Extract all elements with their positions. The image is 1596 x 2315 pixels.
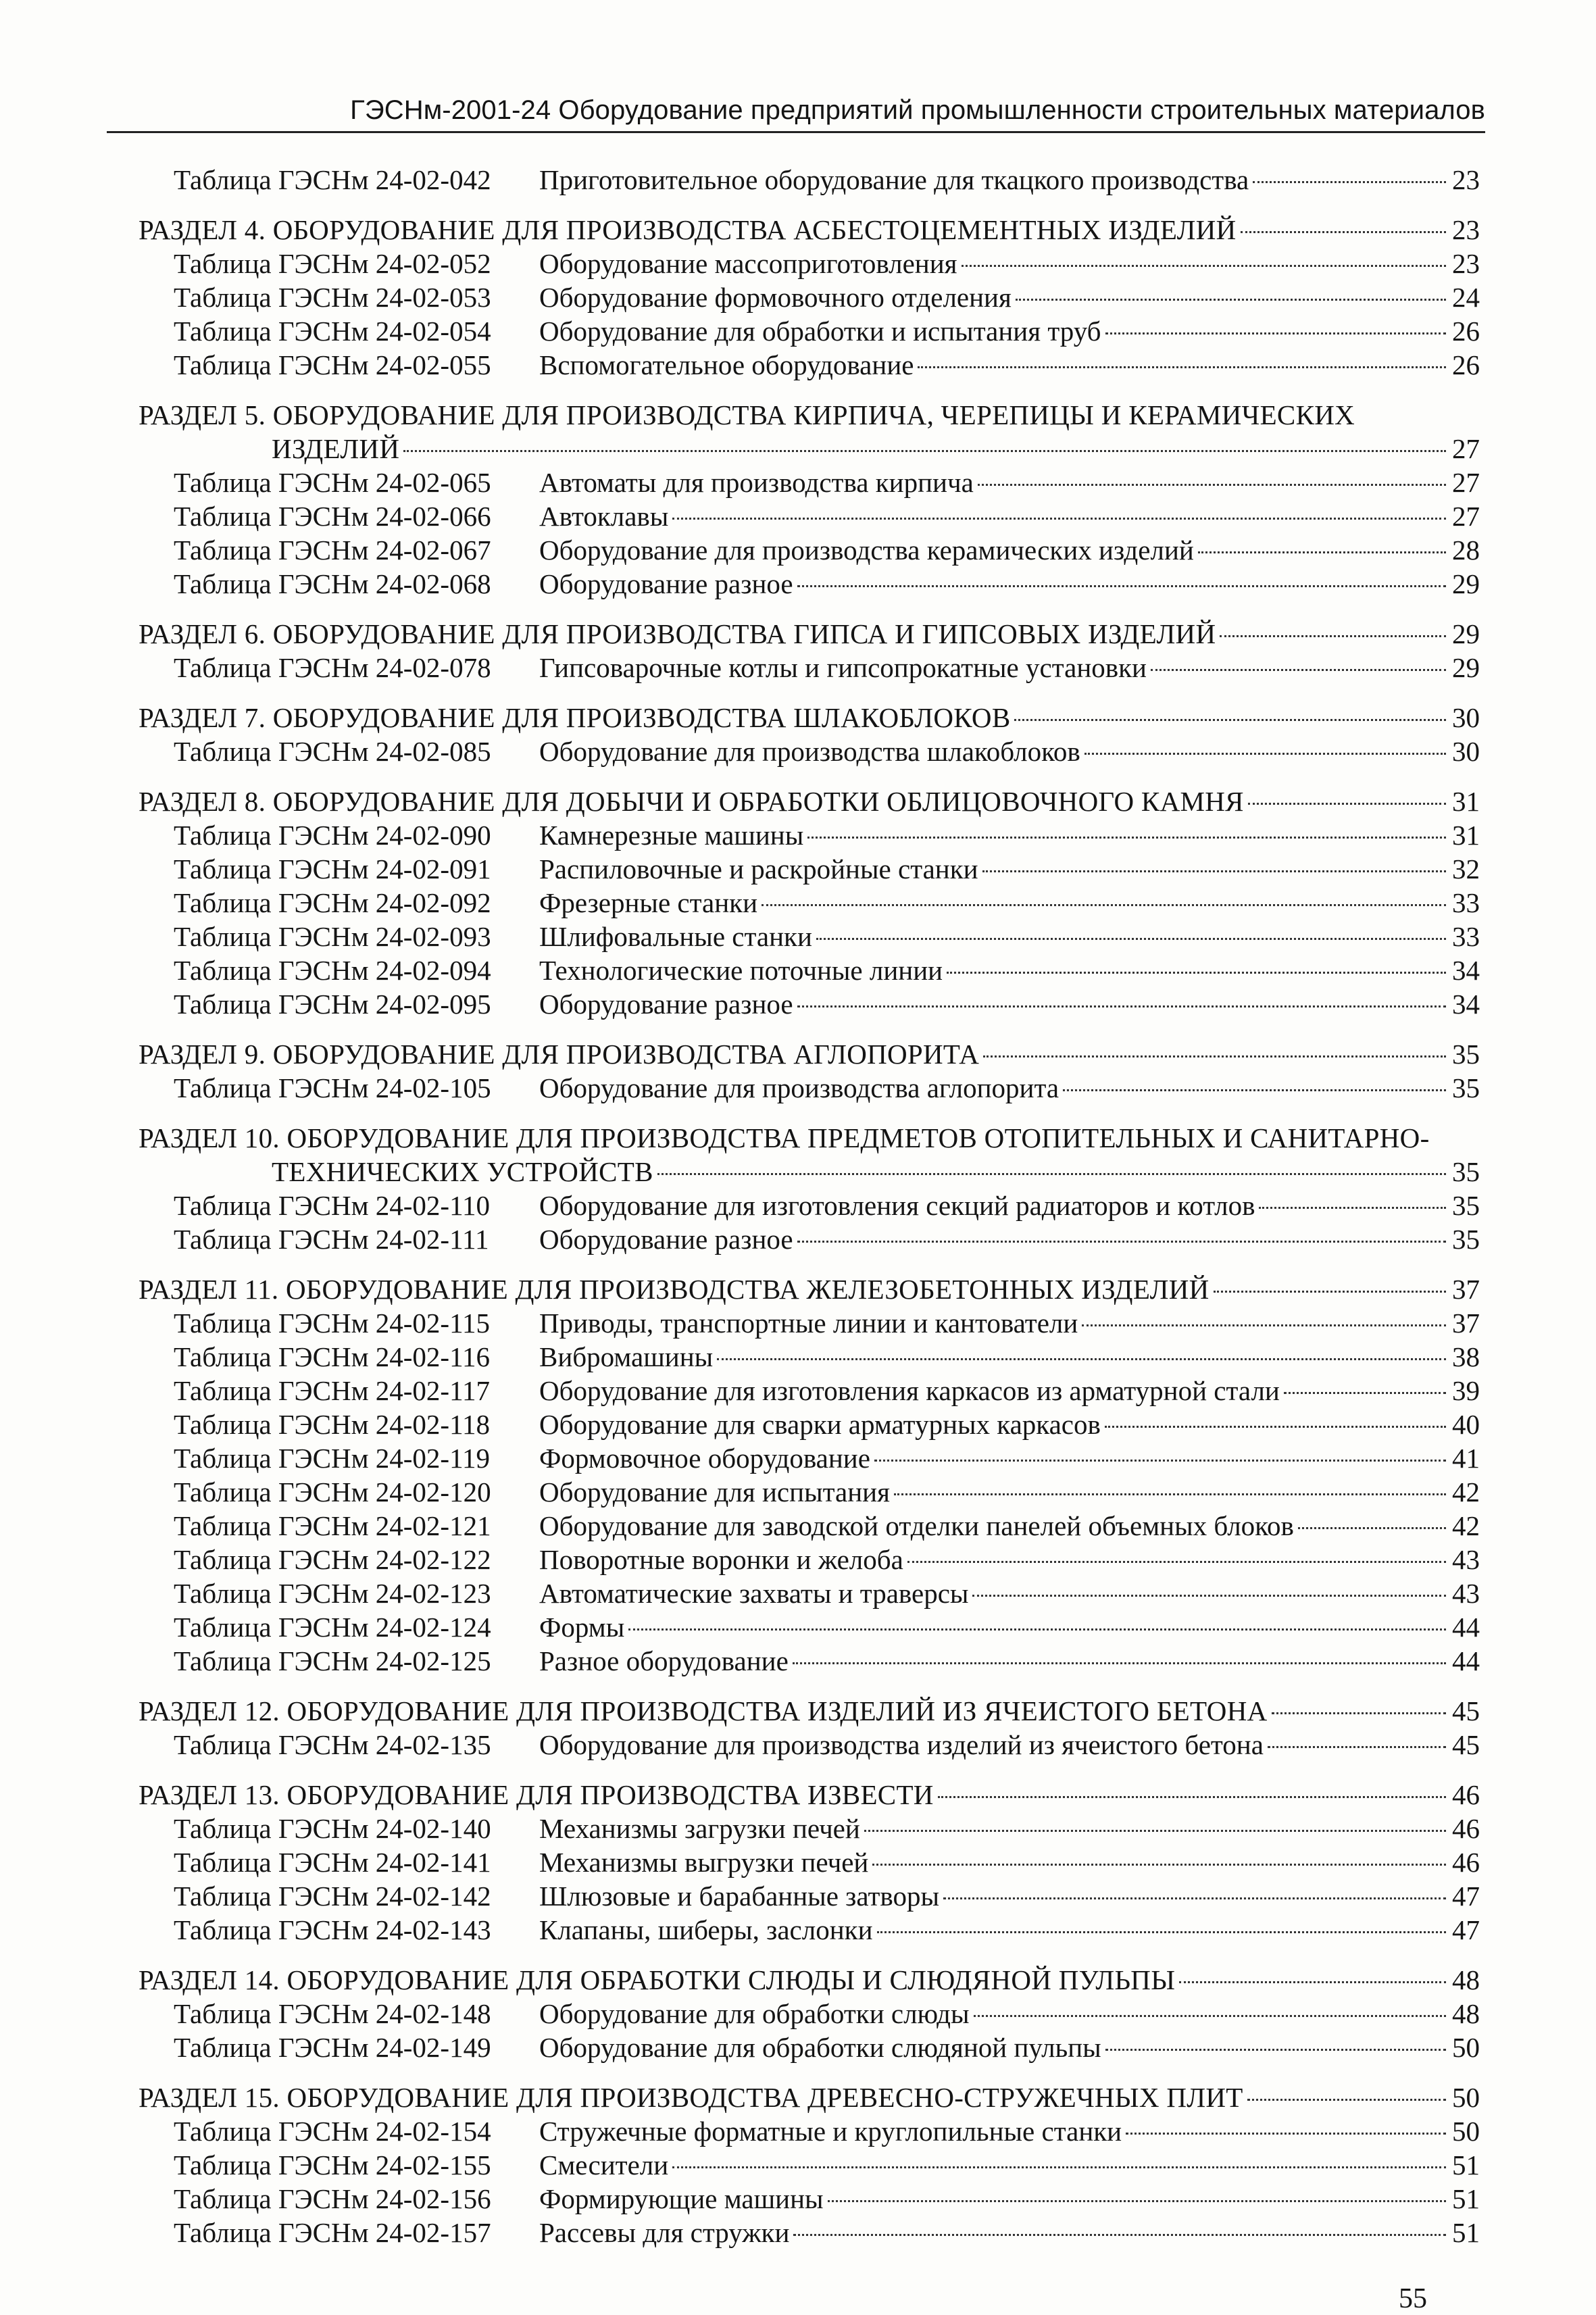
dot-leader	[797, 585, 1446, 587]
table-page-number: 29	[1452, 568, 1480, 599]
toc-table-entry[interactable]	[139, 349, 1480, 382]
toc-table-entry[interactable]	[139, 466, 1480, 500]
table-title: Оборудование для сварки арматурных каркасов	[539, 1409, 1101, 1440]
table-page-number: 50	[1452, 2032, 1480, 2063]
table-page-number: 51	[1452, 2149, 1480, 2181]
toc-section-block	[139, 1038, 1480, 1105]
table-code: Таблица ГЭСНм 24-02-078	[174, 652, 491, 683]
dot-leader	[978, 484, 1446, 486]
toc-table-entry[interactable]	[139, 1072, 1480, 1105]
section-title: РАЗДЕЛ 9. ОБОРУДОВАНИЕ ДЛЯ ПРОИЗВОДСТВА АГЛОПОРИТА	[139, 1039, 980, 1070]
table-page-number: 40	[1452, 1409, 1480, 1440]
section-heading-line[interactable]	[139, 214, 1480, 247]
table-code: Таблица ГЭСНм 24-02-122	[174, 1544, 491, 1575]
table-code: Таблица ГЭСНм 24-02-154	[174, 2116, 491, 2147]
section-title: РАЗДЕЛ 7. ОБОРУДОВАНИЕ ДЛЯ ПРОИЗВОДСТВА ШЛАКОБЛОКОВ	[139, 702, 1011, 733]
table-page-number: 35	[1452, 1224, 1480, 1255]
table-code: Таблица ГЭСНм 24-02-085	[174, 736, 491, 767]
table-title: Оборудование для изготовления каркасов из арматурной стали	[539, 1375, 1280, 1406]
table-code: Таблица ГЭСНм 24-02-156	[174, 2183, 491, 2214]
section-page-number: 45	[1452, 1695, 1480, 1726]
table-title: Формы	[539, 1612, 625, 1643]
toc-table-entry[interactable]	[139, 1645, 1480, 1678]
section-title: РАЗДЕЛ 15. ОБОРУДОВАНИЕ ДЛЯ ПРОИЗВОДСТВА ДРЕВЕСНО-СТРУЖЕЧНЫХ ПЛИТ	[139, 2082, 1243, 2113]
table-page-number: 38	[1452, 1341, 1480, 1372]
section-page-number: 35	[1452, 1039, 1480, 1070]
table-page-number: 27	[1452, 467, 1480, 498]
table-of-contents	[139, 164, 1480, 2266]
header-title: ГЭСНм-2001-24 Оборудование предприятий промышленности строительных материалов	[350, 95, 1485, 125]
section-page-number: 27	[1452, 433, 1480, 464]
table-title: Шлюзовые и барабанные затворы	[539, 1881, 940, 1912]
section-heading-line[interactable]	[139, 618, 1480, 651]
dot-leader	[1105, 332, 1446, 334]
dot-leader	[403, 450, 1446, 452]
toc-table-entry[interactable]	[139, 1914, 1480, 1947]
table-code: Таблица ГЭСНм 24-02-105	[174, 1072, 491, 1103]
table-code: Таблица ГЭСНм 24-02-119	[174, 1443, 491, 1474]
table-page-number: 34	[1452, 955, 1480, 986]
toc-table-entry[interactable]	[139, 954, 1480, 988]
dot-leader	[793, 2234, 1446, 2236]
table-code: Таблица ГЭСНм 24-02-092	[174, 887, 491, 918]
table-code: Таблица ГЭСНм 24-02-157	[174, 2217, 491, 2248]
table-page-number: 43	[1452, 1544, 1480, 1575]
toc-table-entry[interactable]	[139, 1880, 1480, 1914]
table-page-number: 41	[1452, 1443, 1480, 1474]
table-page-number: 51	[1452, 2183, 1480, 2214]
section-title: РАЗДЕЛ 8. ОБОРУДОВАНИЕ ДЛЯ ДОБЫЧИ И ОБРАБОТКИ ОБЛИЦОВОЧНОГО КАМНЯ	[139, 786, 1244, 817]
section-heading-line[interactable]	[139, 1695, 1480, 1728]
section-page-number: 23	[1452, 214, 1480, 245]
table-page-number: 29	[1452, 652, 1480, 683]
table-code: Таблица ГЭСНм 24-02-117	[174, 1375, 491, 1406]
table-page-number: 51	[1452, 2217, 1480, 2248]
toc-section-block	[139, 214, 1480, 382]
dot-leader	[894, 1493, 1446, 1495]
section-title: РАЗДЕЛ 6. ОБОРУДОВАНИЕ ДЛЯ ПРОИЗВОДСТВА ГИПСА И ГИПСОВЫХ ИЗДЕЛИЙ	[139, 618, 1216, 649]
dot-leader	[1298, 1527, 1446, 1529]
section-heading-line[interactable]	[139, 399, 1480, 432]
table-page-number: 46	[1452, 1847, 1480, 1878]
section-heading-line[interactable]	[139, 785, 1480, 819]
table-title: Оборудование разное	[539, 1224, 793, 1255]
table-page-number: 23	[1452, 248, 1480, 279]
table-page-number: 34	[1452, 989, 1480, 1020]
table-code: Таблица ГЭСНм 24-02-141	[174, 1847, 491, 1878]
table-title: Вспомогательное оборудование	[539, 349, 914, 380]
table-title: Оборудование для производства аглопорита	[539, 1072, 1059, 1103]
table-page-number: 27	[1452, 501, 1480, 532]
table-code: Таблица ГЭСНм 24-02-125	[174, 1645, 491, 1676]
section-page-number: 50	[1452, 2082, 1480, 2113]
table-code: Таблица ГЭСНм 24-02-091	[174, 853, 491, 885]
toc-table-entry[interactable]	[139, 2115, 1480, 2149]
table-page-number: 42	[1452, 1510, 1480, 1541]
dot-leader	[1214, 1291, 1446, 1293]
table-title: Шлифовальные станки	[539, 921, 812, 952]
table-code: Таблица ГЭСНм 24-02-149	[174, 2032, 491, 2063]
table-title: Фрезерные станки	[539, 887, 758, 918]
dot-leader	[628, 1628, 1446, 1631]
table-code: Таблица ГЭСНм 24-02-090	[174, 820, 491, 851]
toc-table-entry[interactable]	[139, 1189, 1480, 1223]
table-title: Оборудование для заводской отделки панелей объемных блоков	[539, 1510, 1294, 1541]
section-title: РАЗДЕЛ 11. ОБОРУДОВАНИЕ ДЛЯ ПРОИЗВОДСТВА ЖЕЛЕЗОБЕТОННЫХ ИЗДЕЛИЙ	[139, 1274, 1210, 1305]
table-code: Таблица ГЭСНм 24-02-148	[174, 1998, 491, 2029]
toc-table-entry[interactable]	[139, 988, 1480, 1022]
table-code: Таблица ГЭСНм 24-02-065	[174, 467, 491, 498]
table-page-number: 46	[1452, 1813, 1480, 1844]
table-page-number: 28	[1452, 534, 1480, 566]
table-title: Формирующие машины	[539, 2183, 824, 2214]
section-heading-line[interactable]	[139, 701, 1480, 735]
dot-leader	[872, 1864, 1446, 1866]
toc-table-entry[interactable]	[139, 1997, 1480, 2031]
table-page-number: 44	[1452, 1612, 1480, 1643]
toc-table-entry[interactable]	[139, 853, 1480, 887]
toc-table-entry[interactable]	[139, 1510, 1480, 1543]
table-page-number: 44	[1452, 1645, 1480, 1676]
dot-leader	[797, 1241, 1446, 1243]
table-title: Оборудование для обработки слюдяной пульпы	[539, 2032, 1101, 2063]
dot-leader	[907, 1561, 1446, 1563]
table-title: Оборудование для производства шлакоблоков	[539, 736, 1080, 767]
dot-leader	[874, 1460, 1446, 1462]
dot-leader	[918, 366, 1446, 368]
table-title: Смесители	[539, 2149, 669, 2181]
table-code: Таблица ГЭСНм 24-02-140	[174, 1813, 491, 1844]
dot-leader	[807, 837, 1446, 839]
table-title: Приготовительное оборудование для ткацкого производства	[539, 164, 1249, 195]
table-title: Механизмы загрузки печей	[539, 1813, 860, 1844]
toc-table-entry[interactable]	[139, 819, 1480, 853]
toc-table-entry[interactable]	[139, 1728, 1480, 1762]
toc-table-entry[interactable]	[139, 1812, 1480, 1846]
section-page-number: 48	[1452, 1964, 1480, 1995]
toc-table-entry[interactable]	[139, 1341, 1480, 1374]
dot-leader	[1082, 1324, 1446, 1326]
toc-table-entry[interactable]	[139, 1476, 1480, 1510]
toc-section-block	[139, 1778, 1480, 1947]
table-code: Таблица ГЭСНм 24-02-052	[174, 248, 491, 279]
dot-leader	[982, 870, 1446, 872]
toc-table-entry[interactable]	[139, 651, 1480, 685]
section-heading-line[interactable]	[139, 1964, 1480, 1997]
running-header	[107, 86, 1485, 133]
dot-leader	[762, 904, 1446, 906]
dot-leader	[793, 1662, 1446, 1664]
dot-leader	[1259, 1207, 1446, 1209]
dot-leader	[1151, 669, 1446, 671]
table-code: Таблица ГЭСНм 24-02-123	[174, 1578, 491, 1609]
table-code: Таблица ГЭСНм 24-02-143	[174, 1914, 491, 1945]
dot-leader	[1084, 753, 1446, 755]
table-code: Таблица ГЭСНм 24-02-095	[174, 989, 491, 1020]
toc-section-block	[139, 164, 1480, 197]
toc-table-entry[interactable]	[139, 1846, 1480, 1880]
table-title: Поворотные воронки и желоба	[539, 1544, 903, 1575]
section-heading-line[interactable]	[139, 1122, 1480, 1155]
table-title: Оборудование для производства керамических изделий	[539, 534, 1194, 566]
dot-leader	[1241, 231, 1446, 233]
toc-table-entry[interactable]	[139, 500, 1480, 534]
table-code: Таблица ГЭСНм 24-02-094	[174, 955, 491, 986]
dot-leader	[938, 1796, 1446, 1798]
table-title: Рассевы для стружки	[539, 2217, 790, 2248]
table-title: Механизмы выгрузки печей	[539, 1847, 869, 1878]
toc-table-entry[interactable]	[139, 164, 1480, 197]
table-title: Оборудование для изготовления секций радиаторов и котлов	[539, 1190, 1255, 1221]
table-code: Таблица ГЭСНм 24-02-120	[174, 1476, 491, 1508]
table-code: Таблица ГЭСНм 24-02-055	[174, 349, 491, 380]
toc-table-entry[interactable]	[139, 1577, 1480, 1611]
toc-table-entry[interactable]	[139, 735, 1480, 769]
table-code: Таблица ГЭСНм 24-02-067	[174, 534, 491, 566]
toc-table-entry[interactable]	[139, 2031, 1480, 2065]
dot-leader	[1253, 181, 1446, 183]
table-code: Таблица ГЭСНм 24-02-093	[174, 921, 491, 952]
section-title: РАЗДЕЛ 12. ОБОРУДОВАНИЕ ДЛЯ ПРОИЗВОДСТВА ИЗДЕЛИЙ ИЗ ЯЧЕИСТОГО БЕТОНА	[139, 1695, 1268, 1726]
table-code: Таблица ГЭСНм 24-02-115	[174, 1308, 491, 1339]
table-title: Вибромашины	[539, 1341, 714, 1372]
toc-table-entry[interactable]	[139, 1442, 1480, 1476]
toc-table-entry[interactable]	[139, 887, 1480, 920]
dot-leader	[657, 1173, 1446, 1175]
dot-leader	[877, 1931, 1446, 1933]
table-page-number: 39	[1452, 1375, 1480, 1406]
toc-table-entry[interactable]	[139, 2149, 1480, 2183]
table-page-number: 26	[1452, 316, 1480, 347]
table-page-number: 45	[1452, 1729, 1480, 1760]
section-heading-line[interactable]	[139, 2081, 1480, 2115]
dot-leader	[816, 938, 1446, 940]
section-page-number: 30	[1452, 702, 1480, 733]
section-title: РАЗДЕЛ 4. ОБОРУДОВАНИЕ ДЛЯ ПРОИЗВОДСТВА АСБЕСТОЦЕМЕНТНЫХ ИЗДЕЛИЙ	[139, 214, 1237, 245]
dot-leader	[1126, 2133, 1446, 2135]
section-title: РАЗДЕЛ 5. ОБОРУДОВАНИЕ ДЛЯ ПРОИЗВОДСТВА КИРПИЧА, ЧЕРЕПИЦЫ И КЕРАМИЧЕСКИХ	[139, 399, 1355, 430]
dot-leader	[1105, 2049, 1446, 2051]
toc-table-entry[interactable]	[139, 1374, 1480, 1408]
dot-leader	[1220, 635, 1446, 637]
table-title: Оборудование для обработки и испытания труб	[539, 316, 1101, 347]
toc-section-block	[139, 2081, 1480, 2250]
dot-leader	[797, 1005, 1446, 1007]
section-title: ИЗДЕЛИЙ	[272, 433, 400, 464]
table-code: Таблица ГЭСНм 24-02-068	[174, 568, 491, 599]
section-heading-line[interactable]	[139, 1155, 1480, 1189]
section-heading-line[interactable]	[139, 1038, 1480, 1072]
toc-section-block	[139, 701, 1480, 769]
table-title: Технологические поточные линии	[539, 955, 943, 986]
toc-table-entry[interactable]	[139, 1408, 1480, 1442]
table-page-number: 33	[1452, 921, 1480, 952]
section-heading-line[interactable]	[139, 432, 1480, 466]
dot-leader	[947, 972, 1446, 974]
dot-leader	[1198, 551, 1446, 553]
toc-section-block	[139, 1695, 1480, 1762]
dot-leader	[864, 1830, 1446, 1832]
toc-section-block	[139, 1273, 1480, 1678]
section-page-number: 46	[1452, 1779, 1480, 1810]
table-code: Таблица ГЭСНм 24-02-053	[174, 282, 491, 313]
dot-leader	[1016, 299, 1446, 301]
toc-table-entry[interactable]	[139, 247, 1480, 281]
section-page-number: 35	[1452, 1156, 1480, 1187]
toc-section-block	[139, 1964, 1480, 2065]
table-title: Клапаны, шиберы, заслонки	[539, 1914, 873, 1945]
table-page-number: 43	[1452, 1578, 1480, 1609]
table-title: Оборудование для обработки слюды	[539, 1998, 970, 2029]
dot-leader	[1272, 1712, 1446, 1714]
table-page-number: 33	[1452, 887, 1480, 918]
table-title: Оборудование разное	[539, 568, 793, 599]
section-heading-line[interactable]	[139, 1273, 1480, 1307]
dot-leader	[1247, 2099, 1446, 2101]
table-code: Таблица ГЭСНм 24-02-121	[174, 1510, 491, 1541]
table-title: Оборудование для испытания	[539, 1476, 890, 1508]
section-page-number: 31	[1452, 786, 1480, 817]
toc-table-entry[interactable]	[139, 1307, 1480, 1341]
table-code: Таблица ГЭСНм 24-02-118	[174, 1409, 491, 1440]
toc-table-entry[interactable]	[139, 534, 1480, 568]
table-page-number: 35	[1452, 1072, 1480, 1103]
table-title: Стружечные форматные и круглопильные станки	[539, 2116, 1122, 2147]
table-title: Приводы, транспортные линии и кантователи	[539, 1308, 1078, 1339]
section-title: РАЗДЕЛ 13. ОБОРУДОВАНИЕ ДЛЯ ПРОИЗВОДСТВА ИЗВЕСТИ	[139, 1779, 934, 1810]
toc-table-entry[interactable]	[139, 281, 1480, 315]
table-title: Автоматические захваты и траверсы	[539, 1578, 969, 1609]
dot-leader	[962, 265, 1446, 267]
dot-leader	[1179, 1981, 1446, 1983]
table-page-number: 47	[1452, 1881, 1480, 1912]
dot-leader	[972, 1595, 1446, 1597]
table-page-number: 48	[1452, 1998, 1480, 2029]
toc-table-entry[interactable]	[139, 315, 1480, 349]
toc-table-entry[interactable]	[139, 920, 1480, 954]
toc-table-entry[interactable]	[139, 2216, 1480, 2250]
table-page-number: 30	[1452, 736, 1480, 767]
dot-leader	[1268, 1746, 1446, 1748]
toc-section-block	[139, 399, 1480, 601]
dot-leader	[1063, 1089, 1446, 1091]
table-title: Автоматы для производства кирпича	[539, 467, 974, 498]
table-code: Таблица ГЭСНм 24-02-135	[174, 1729, 491, 1760]
toc-section-block	[139, 618, 1480, 685]
toc-section-block	[139, 785, 1480, 1022]
table-page-number: 26	[1452, 349, 1480, 380]
toc-table-entry[interactable]	[139, 568, 1480, 601]
toc-table-entry[interactable]	[139, 2183, 1480, 2216]
section-page-number: 29	[1452, 618, 1480, 649]
table-title: Формовочное оборудование	[539, 1443, 870, 1474]
dot-leader	[1284, 1392, 1446, 1394]
dot-leader	[672, 2166, 1446, 2168]
table-title: Гипсоварочные котлы и гипсопрокатные установки	[539, 652, 1147, 683]
dot-leader	[1248, 803, 1446, 805]
toc-table-entry[interactable]	[139, 1543, 1480, 1577]
dot-leader	[1105, 1426, 1446, 1428]
dot-leader	[974, 2015, 1446, 2017]
toc-table-entry[interactable]	[139, 1223, 1480, 1257]
table-page-number: 42	[1452, 1476, 1480, 1508]
table-page-number: 50	[1452, 2116, 1480, 2147]
table-code: Таблица ГЭСНм 24-02-116	[174, 1341, 491, 1372]
table-page-number: 35	[1452, 1190, 1480, 1221]
table-code: Таблица ГЭСНм 24-02-155	[174, 2149, 491, 2181]
table-page-number: 37	[1452, 1308, 1480, 1339]
table-title: Оборудование формовочного отделения	[539, 282, 1012, 313]
dot-leader	[983, 1055, 1446, 1057]
table-code: Таблица ГЭСНм 24-02-066	[174, 501, 491, 532]
table-page-number: 23	[1452, 164, 1480, 195]
section-page-number: 37	[1452, 1274, 1480, 1305]
section-heading-line[interactable]	[139, 1778, 1480, 1812]
table-title: Оборудование массоприготовления	[539, 248, 957, 279]
section-title: РАЗДЕЛ 10. ОБОРУДОВАНИЕ ДЛЯ ПРОИЗВОДСТВА ПРЕДМЕТОВ ОТОПИТЕЛЬНЫХ И САНИТАРНО-	[139, 1122, 1430, 1153]
table-title: Оборудование разное	[539, 989, 793, 1020]
table-page-number: 32	[1452, 853, 1480, 885]
table-page-number: 47	[1452, 1914, 1480, 1945]
dot-leader	[672, 518, 1446, 520]
section-title: ТЕХНИЧЕСКИХ УСТРОЙСТВ	[272, 1156, 653, 1187]
toc-table-entry[interactable]	[139, 1611, 1480, 1645]
table-code: Таблица ГЭСНм 24-02-142	[174, 1881, 491, 1912]
table-code: Таблица ГЭСНм 24-02-054	[174, 316, 491, 347]
table-code: Таблица ГЭСНм 24-02-042	[174, 164, 491, 195]
table-code: Таблица ГЭСНм 24-02-111	[174, 1224, 489, 1255]
table-code: Таблица ГЭСНм 24-02-110	[174, 1190, 491, 1221]
toc-section-block	[139, 1122, 1480, 1257]
dot-leader	[943, 1897, 1446, 1899]
dot-leader	[717, 1358, 1446, 1360]
table-page-number: 24	[1452, 282, 1480, 313]
table-title: Оборудование для производства изделий из ячеистого бетона	[539, 1729, 1264, 1760]
dot-leader	[1014, 719, 1446, 721]
table-title: Распиловочные и раскройные станки	[539, 853, 978, 885]
section-title: РАЗДЕЛ 14. ОБОРУДОВАНИЕ ДЛЯ ОБРАБОТКИ СЛЮДЫ И СЛЮДЯНОЙ ПУЛЬПЫ	[139, 1964, 1176, 1995]
table-title: Камнерезные машины	[539, 820, 804, 851]
table-code: Таблица ГЭСНм 24-02-124	[174, 1612, 491, 1643]
page-number: 55	[1399, 2283, 1427, 2314]
table-title: Разное оборудование	[539, 1645, 789, 1676]
table-title: Автоклавы	[539, 501, 669, 532]
dot-leader	[828, 2200, 1446, 2202]
table-page-number: 31	[1452, 820, 1480, 851]
